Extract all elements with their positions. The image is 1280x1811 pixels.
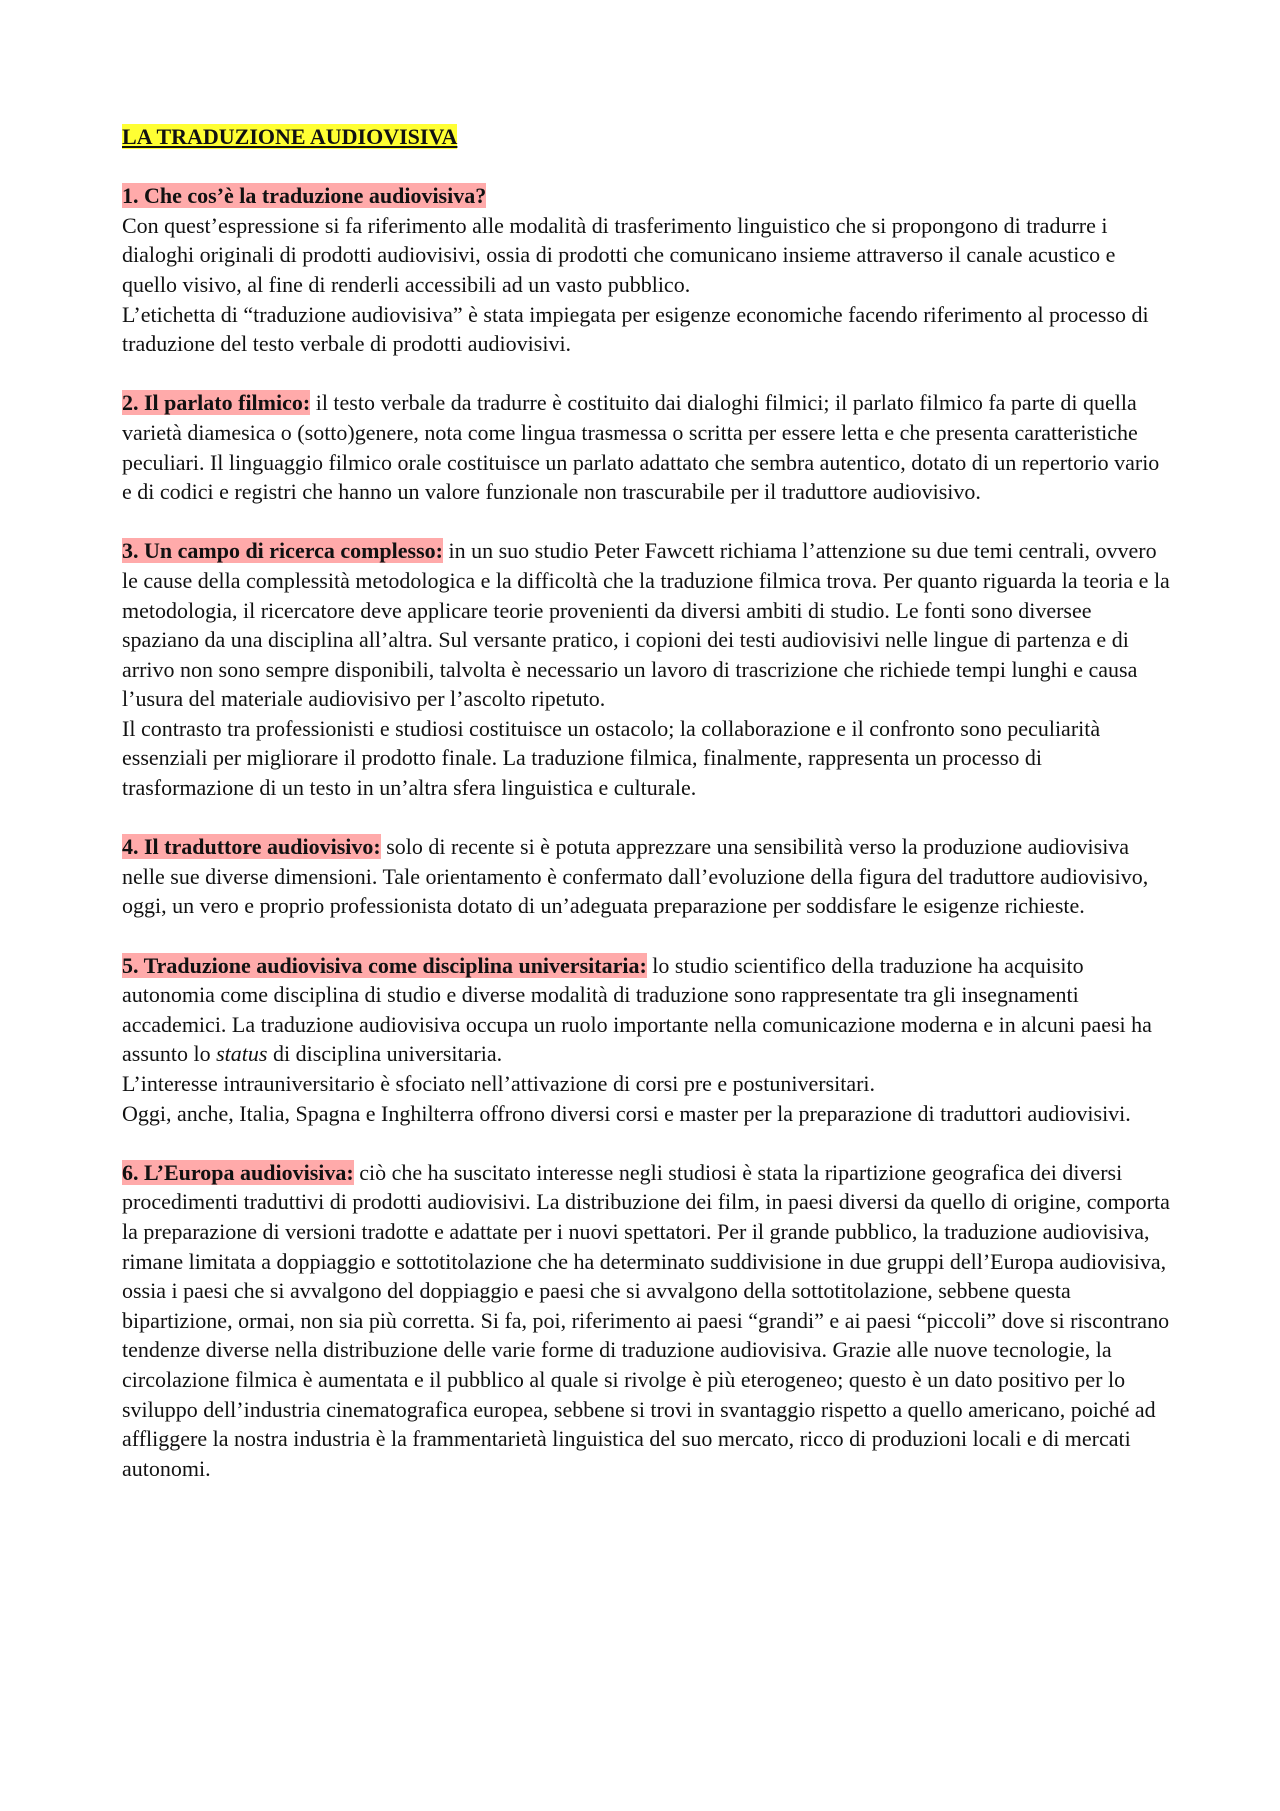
section-2-paragraph: [122, 388, 1172, 506]
section-5: [122, 951, 1172, 1129]
section-1-paragraph-2: L’etichetta di “traduzione audiovisiva” è stata impiegata per esigenze economiche facendo riferimento al processo di traduzione del testo verbale di prodotti audiovisivi.: [122, 301, 1149, 357]
section-heading: 4. Il traduttore audiovisivo:: [122, 834, 381, 860]
section-heading: 5. Traduzione audiovisiva come disciplina universitaria:: [122, 952, 647, 978]
section-text-end: di disciplina universitaria.: [267, 1041, 503, 1067]
section-6-paragraph: [122, 1158, 1172, 1484]
section-3-paragraph-2: Il contrasto tra professionisti e studiosi costituisce un ostacolo; la collaborazione e il confronto sono peculiarità essenziali per migliorare il prodotto finale. La traduzione filmica, finalmente, rappresenta un processo di trasformazione di un testo in un’altra sfera linguistica e culturale.: [122, 715, 1101, 801]
section-1: [122, 181, 1172, 359]
italic-term: status: [216, 1041, 268, 1067]
document-title-text: LA TRADUZIONE AUDIOVISIVA: [122, 124, 458, 149]
section-3: [122, 536, 1172, 802]
section-4: [122, 832, 1172, 921]
section-6: [122, 1158, 1172, 1484]
section-2: [122, 388, 1172, 506]
section-heading: 1. Che cos’è la traduzione audiovisiva?: [122, 183, 487, 209]
section-5-paragraph-3: Oggi, anche, Italia, Spagna e Inghilterra offrono diversi corsi e master per la preparazione di traduttori audiovisivi.: [122, 1100, 1131, 1126]
section-text: ciò che ha suscitato interesse negli studiosi è stata la ripartizione geografica dei diversi procedimenti traduttivi di prodotti audiovisivi. La distribuzione dei film, in paesi diversi da quello di origine, comporta la preparazione di versioni tradotte e adattate per i nuovi spettatori. Per il grande pubblico, la traduzione audiovisiva, rimane limitata a doppiaggio e sottotitolazione che ha determinato suddivisione in due gruppi dell’Europa audiovisiva, ossia i paesi che si avvalgono del doppiaggio e paesi che si avvalgono della sottotitolazione, sebbene questa bipartizione, ormai, non sia più corretta. Si fa, poi, riferimento ai paesi “grandi” e ai paesi “piccoli” dove si riscontrano tendenze diverse nella distribuzione delle varie forme di traduzione audiovisiva. Grazie alle nuove tecnologie, la circolazione filmica è aumentata e il pubblico al quale si rivolge è più eterogeneo; questo è un dato positivo per lo sviluppo dell’industria cinematografica europea, sebbene si trovi in svantaggio rispetto a quello americano, poiché ad affliggere la nostra industria è la frammentarietà linguistica del suo mercato, ricco di produzioni locali e di mercati autonomi.: [122, 1159, 1170, 1481]
section-1-heading-line: [122, 181, 1172, 211]
section-heading: 6. L’Europa audiovisiva:: [122, 1159, 354, 1185]
document-page: [122, 122, 1172, 1513]
section-text: il testo verbale da tradurre è costituito dai dialoghi filmici; il parlato filmico fa parte di quella varietà diamesica o (sotto)genere, nota come lingua trasmessa o scritta per essere letta e che presenta caratteristiche peculiari. Il linguaggio filmico orale costituisce un parlato adattato che sembra autentico, dotato di un repertorio vario e di codici e registri che hanno un valore funzionale non trascurabile per il traduttore audiovisivo.: [122, 390, 1160, 505]
section-4-paragraph: [122, 832, 1172, 921]
section-text: solo di recente si è potuta apprezzare una sensibilità verso la produzione audiovisiva nelle sue diverse dimensioni. Tale orientamento è confermato dall’evoluzione della figura del traduttore audiovisivo, oggi, un vero e proprio professionista dotato di un’adeguata preparazione per soddisfare le esigenze richieste.: [122, 834, 1149, 919]
section-5-paragraph-2: L’interesse intrauniversitario è sfociato nell’attivazione di corsi pre e postuniversitari.: [122, 1071, 876, 1096]
section-5-paragraph-1: [122, 951, 1172, 1069]
section-heading: 3. Un campo di ricerca complesso:: [122, 538, 443, 564]
document-title: [122, 122, 1172, 152]
section-heading: 2. Il parlato filmico:: [122, 390, 311, 416]
section-text: lo studio scientifico della traduzione ha acquisito autonomia come disciplina di studio e diverse modalità di traduzione sono rappresentate tra gli insegnamenti accademici. La traduzione audiovisiva occupa un ruolo importante nella comunicazione moderna e in alcuni paesi ha assunto lo: [122, 952, 1152, 1067]
section-3-paragraph-1: [122, 536, 1172, 714]
section-text: in un suo studio Peter Fawcett richiama l’attenzione su due temi centrali, ovvero le cause della complessità metodologica e la difficoltà che la traduzione filmica trova. Per quanto riguarda la teoria e la metodologia, il ricercatore deve applicare teorie provenienti da diversi ambiti di studio. Le fonti sono diversee spaziano da una disciplina all’altra. Sul versante pratico, i copioni dei testi audiovisivi nelle lingue di partenza e di arrivo non sono sempre disponibili, talvolta è necessario un lavoro di trascrizione che richiede tempi lunghi e causa l’usura del materiale audiovisivo per l’ascolto ripetuto.: [122, 538, 1170, 712]
section-1-paragraph-1: Con quest’espressione si fa riferimento alle modalità di trasferimento linguistico che si propongono di tradurre i dialoghi originali di prodotti audiovisivi, ossia di prodotti che comunicano insieme attraverso il canale acustico e quello visivo, al fine di renderli accessibili ad un vasto pubblico.: [122, 212, 1116, 297]
